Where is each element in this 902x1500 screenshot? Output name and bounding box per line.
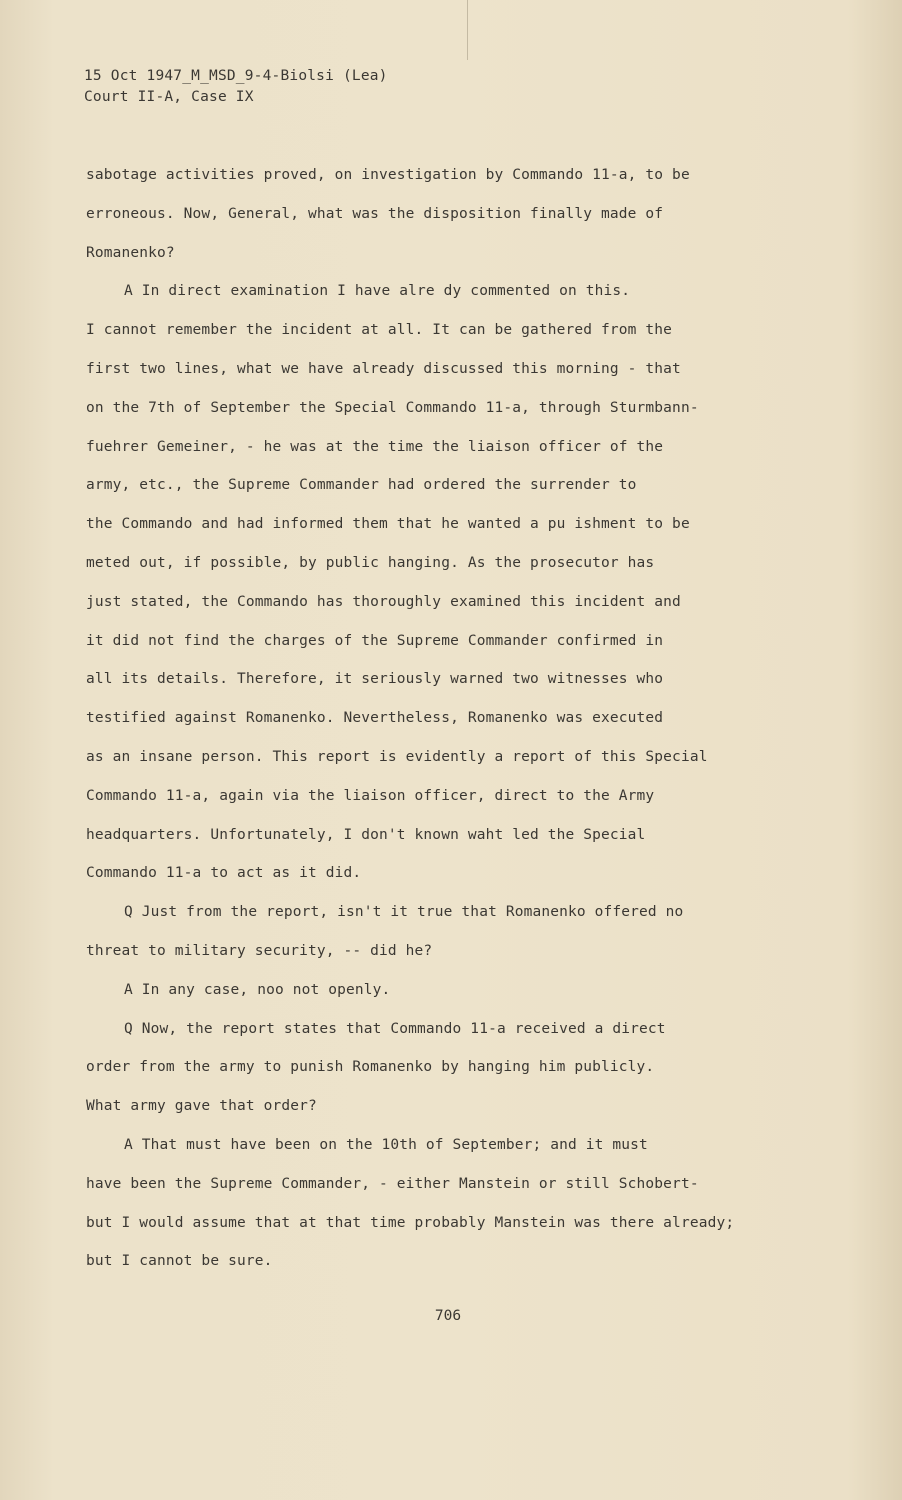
transcript-line: have been the Supreme Commander, - either Manstein or still Schobert-	[86, 1175, 699, 1192]
transcript-line: Romanenko?	[86, 244, 175, 261]
transcript-line: army, etc., the Supreme Commander had ordered the surrender to	[86, 477, 637, 494]
transcript-line: A That must have been on the 10th of September; and it must	[124, 1136, 648, 1153]
transcript-line: Commando 11-a, again via the liaison officer, direct to the Army	[86, 787, 655, 804]
transcript-line: threat to military security, -- did he?	[86, 942, 433, 959]
transcript-line: Q Just from the report, isn't it true that Romanenko offered no	[124, 904, 684, 921]
transcript-line: the Commando and had informed them that he wanted a pu ishment to be	[86, 516, 690, 533]
transcript-line: erroneous. Now, General, what was the disposition finally made of	[86, 205, 664, 222]
transcript-line: all its details. Therefore, it seriously warned two witnesses who	[86, 671, 664, 688]
transcript-line: as an insane person. This report is evidently a report of this Special	[86, 748, 708, 765]
transcript-line: fuehrer Gemeiner, - he was at the time the liaison officer of the	[86, 438, 664, 455]
document-header	[84, 66, 388, 108]
transcript-line: just stated, the Commando has thoroughly examined this incident and	[86, 593, 681, 610]
paper-fold-mark	[467, 0, 468, 60]
transcript-line: meted out, if possible, by public hanging. As the prosecutor has	[86, 554, 655, 571]
transcript-line: What army gave that order?	[86, 1098, 317, 1115]
transcript-line: A In direct examination I have alre dy commented on this.	[124, 283, 631, 300]
transcript-line: headquarters. Unfortunately, I don't known waht led the Special	[86, 826, 646, 843]
page-number-text: 706	[434, 1308, 462, 1324]
transcript-line: Commando 11-a to act as it did.	[86, 865, 362, 882]
transcript-body	[86, 162, 806, 1287]
header-court-line: Court II-A, Case IX	[84, 89, 254, 105]
transcript-line: testified against Romanenko. Nevertheless, Romanenko was executed	[86, 710, 664, 727]
transcript-line: it did not find the charges of the Supreme Commander confirmed in	[86, 632, 664, 649]
transcript-line: on the 7th of September the Special Commando 11-a, through Sturmbann-	[86, 399, 699, 416]
transcript-line: but I cannot be sure.	[86, 1253, 273, 1270]
transcript-line: Q Now, the report states that Commando 11-a received a direct	[124, 1020, 666, 1037]
transcript-line: A In any case, noo not openly.	[124, 981, 391, 998]
transcript-line: order from the army to punish Romanenko by hanging him publicly.	[86, 1059, 655, 1076]
transcript-line: sabotage activities proved, on investigation by Commando 11-a, to be	[86, 167, 690, 183]
transcript-line: first two lines, what we have already discussed this morning - that	[86, 360, 681, 377]
header-reference-line: 15 Oct 1947_M_MSD_9-4-Biolsi (Lea)	[84, 68, 388, 84]
page-number	[0, 1308, 902, 1324]
transcript-line: I cannot remember the incident at all. It can be gathered from the	[86, 322, 673, 339]
transcript-line: but I would assume that at that time probably Manstein was there already;	[86, 1214, 735, 1231]
